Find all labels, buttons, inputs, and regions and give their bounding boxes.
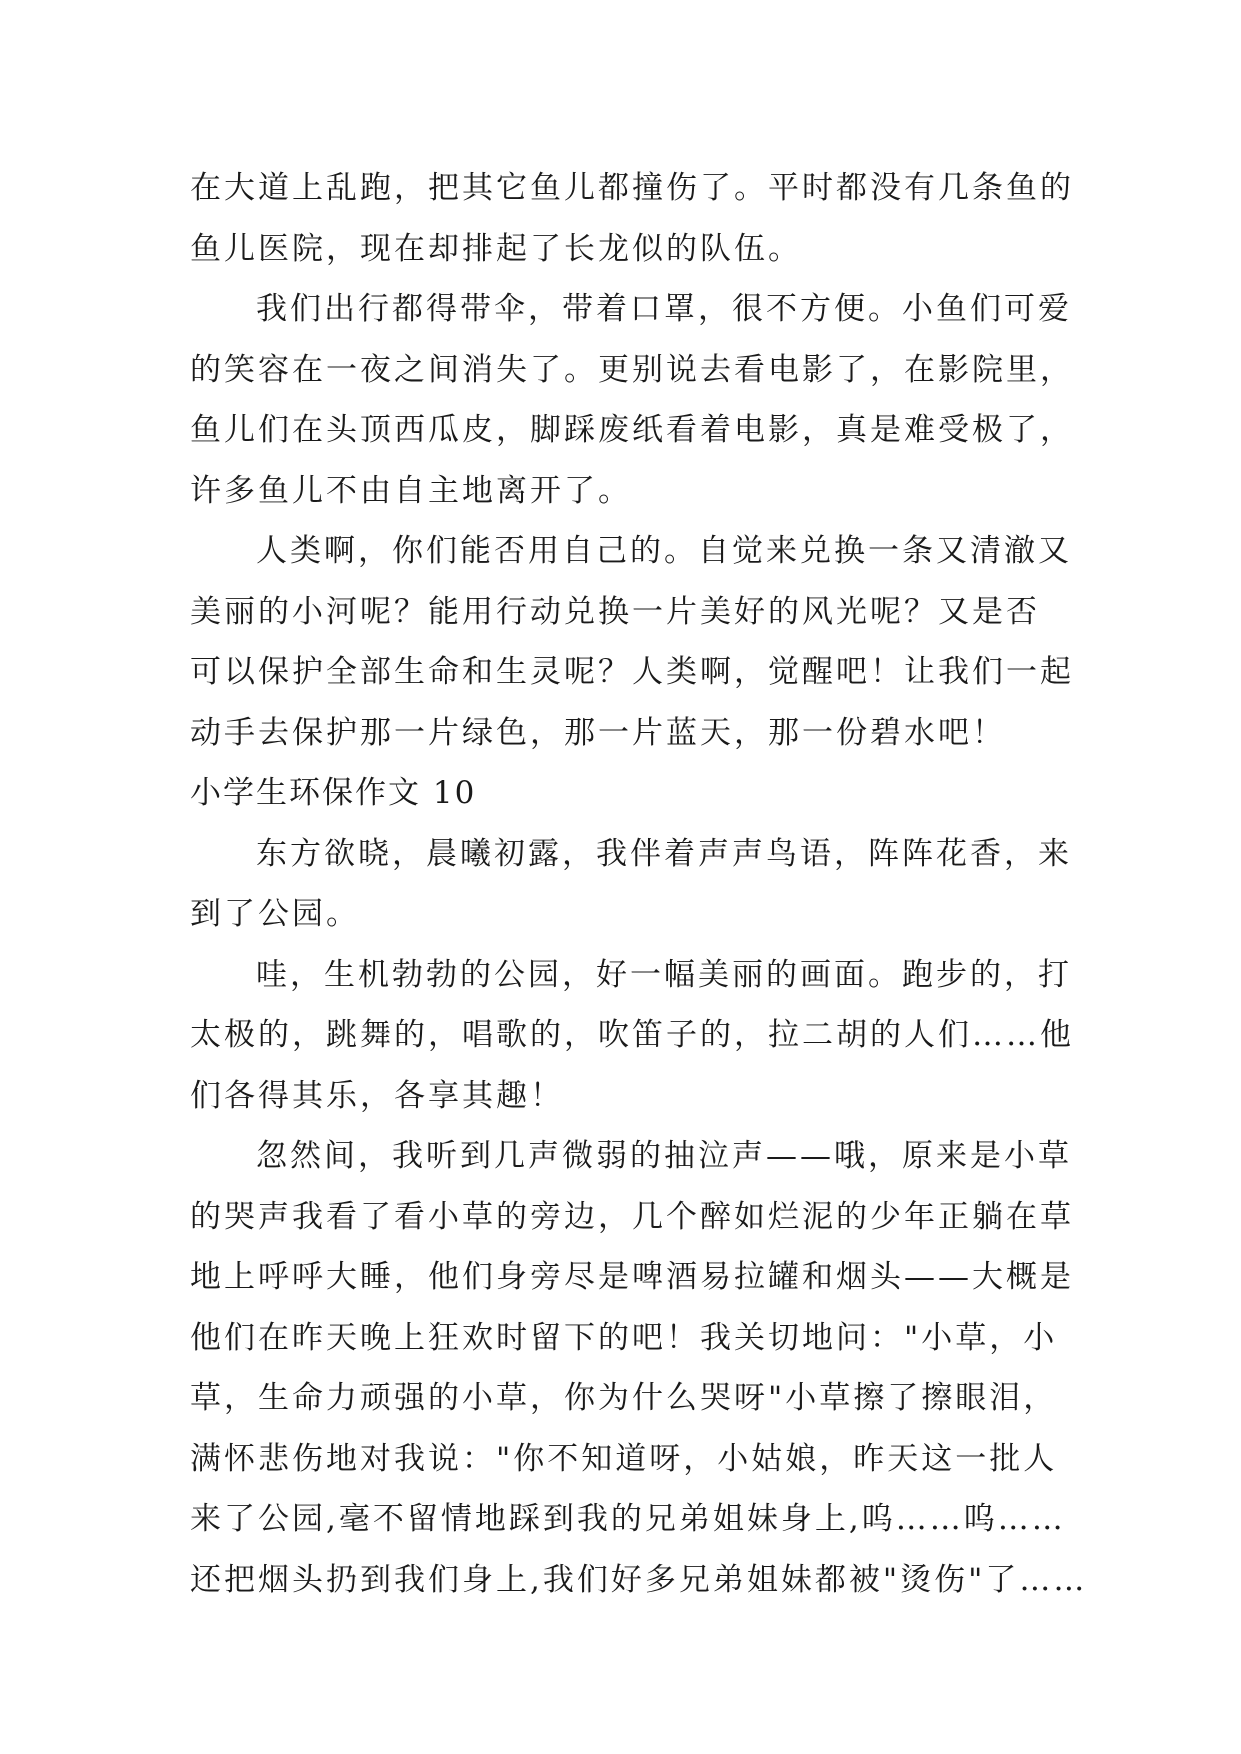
text-line: 许多鱼儿不由自主地离开了。	[190, 472, 632, 509]
paragraph-start-line: 我们出行都得带伞，带着口罩，很不方便。小鱼们可爱	[256, 291, 1072, 327]
text-line: 还把烟头扔到我们身上,我们好多兄弟姐妹都被"烫伤"了……	[190, 1561, 1088, 1598]
section-heading: 小学生环保作文 10	[190, 775, 477, 811]
paragraph-start-line: 人类啊，你们能否用自己的。自觉来兑换一条又清澈又	[256, 533, 1072, 569]
text-line: 动手去保护那一片绿色，那一片蓝天，那一份碧水吧！	[190, 714, 1006, 751]
text-line: 的笑容在一夜之间消失了。更别说去看电影了，在影院里，	[190, 351, 1074, 388]
text-line: 的哭声我看了看小草的旁边，几个醉如烂泥的少年正躺在草	[190, 1198, 1074, 1235]
text-line: 到了公园。	[190, 896, 360, 932]
text-line: 他们在昨天晚上狂欢时留下的吧！我关切地问："小草，小	[190, 1319, 1058, 1356]
text-line: 美丽的小河呢？能用行动兑换一片美好的风光呢？又是否	[190, 593, 1040, 630]
text-line: 在大道上乱跑，把其它鱼儿都撞伤了。平时都没有几条鱼的	[190, 170, 1074, 206]
paragraph-start-line: 哇，生机勃勃的公园，好一幅美丽的画面。跑步的，打	[256, 956, 1072, 993]
text-line: 鱼儿医院，现在却排起了长龙似的队伍。	[190, 230, 802, 267]
document-body	[190, 158, 1088, 1610]
text-line: 鱼儿们在头顶西瓜皮，脚踩废纸看着电影，真是难受极了，	[190, 412, 1074, 448]
text-line: 可以保护全部生命和生灵呢？人类啊，觉醒吧！让我们一起	[190, 654, 1074, 690]
text-line: 来了公园,毫不留情地踩到我的兄弟姐妹身上,呜……呜……	[190, 1501, 1066, 1537]
text-line: 们各得其乐，各享其趣！	[190, 1077, 564, 1114]
text-line: 草，生命力顽强的小草，你为什么哭呀"小草擦了擦眼泪，	[190, 1380, 1058, 1416]
paragraph-start-line: 东方欲晓，晨曦初露，我伴着声声鸟语，阵阵花香，来	[256, 835, 1072, 872]
text-line: 满怀悲伤地对我说："你不知道呀，小姑娘，昨天这一批人	[190, 1440, 1058, 1477]
text-line: 太极的，跳舞的，唱歌的，吹笛子的，拉二胡的人们……他	[190, 1017, 1074, 1053]
text-line: 地上呼呼大睡，他们身旁尽是啤酒易拉罐和烟头——大概是	[190, 1259, 1074, 1295]
paragraph-start-line: 忽然间，我听到几声微弱的抽泣声——哦，原来是小草	[256, 1138, 1072, 1174]
